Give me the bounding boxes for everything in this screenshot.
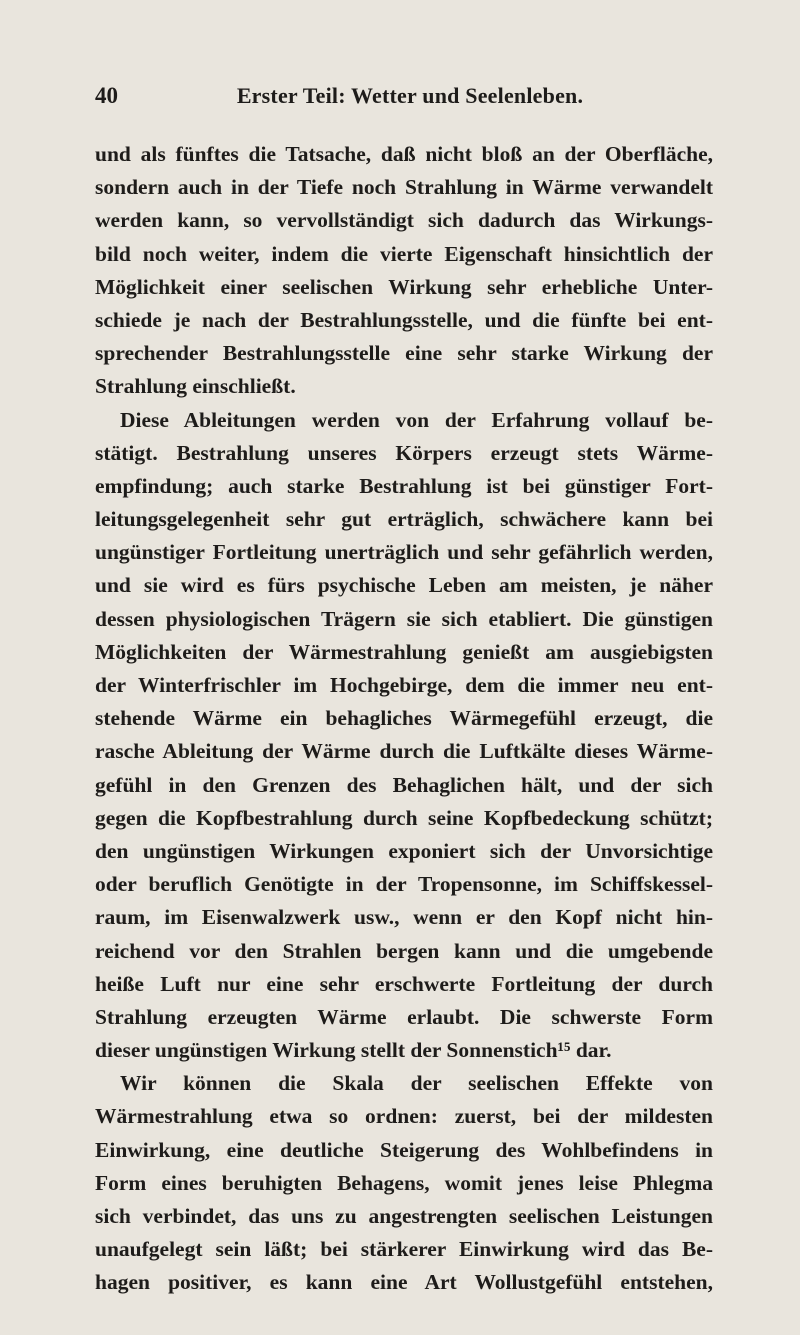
text-line: heiße Luft nur eine sehr erschwerte Fortleitung der durch [95,971,713,996]
text-line: rasche Ableitung der Wärme durch die Luftkälte dieses Wärme- [95,739,713,764]
text-line: gefühl in den Grenzen des Behaglichen hält, und der sich [95,772,713,797]
text-line: Einwirkung, eine deutliche Steigerung des Wohlbefindens in [95,1137,713,1162]
text-line: gegen die Kopfbestrahlung durch seine Kopfbedeckung schützt; [95,805,713,830]
page-number: 40 [95,83,118,108]
text-line: und sie wird es fürs psychische Leben am meisten, je näher [95,573,713,598]
body-text [95,138,713,1300]
text-line: dessen physiologischen Trägern sie sich etabliert. Die günstigen [95,606,713,631]
text-line: unaufgelegt sein läßt; bei stärkerer Einwirkung wird das Be- [95,1237,713,1262]
text-line: ungünstiger Fortleitung unerträglich und sehr gefährlich werden, [95,540,713,565]
page-header [95,83,725,119]
text-line: leitungsgelegenheit sehr gut erträglich, schwächere kann bei [95,507,713,532]
text-line: reichend vor den Strahlen bergen kann und die umgebende [95,938,713,963]
text-line: empfindung; auch starke Bestrahlung ist bei günstiger Fort- [95,473,713,498]
text-line: der Winterfrischler im Hochgebirge, dem die immer neu ent- [95,673,713,697]
text-line: werden kann, so vervollständigt sich dadurch das Wirkungs- [95,208,713,233]
text-line: und als fünftes die Tatsache, daß nicht bloß an der Oberfläche, [95,142,713,166]
text-line: Möglichkeit einer seelischen Wirkung sehr erhebliche Unter- [95,274,713,299]
text-line: Form eines beruhigten Behagens, womit jenes leise Phlegma [95,1170,713,1195]
text-line: Strahlung einschließt. [95,374,296,399]
text-line: sondern auch in der Tiefe noch Strahlung in Wärme verwandelt [95,175,713,200]
text-line: sprechender Bestrahlungsstelle eine sehr starke Wirkung der [95,341,713,366]
text-line: den ungünstigen Wirkungen exponiert sich der Unvorsichtige [95,838,713,863]
text-line: Strahlung erzeugten Wärme erlaubt. Die schwerste Form [95,1004,713,1029]
text-line: Wärmestrahlung etwa so ordnen: zuerst, bei der mildesten [95,1104,713,1129]
text-line: bild noch weiter, indem die vierte Eigenschaft hinsichtlich der [95,241,713,266]
text-line: sich verbindet, das uns zu angestrengten seelischen Leistungen [95,1204,713,1228]
text-line: dieser ungünstigen Wirkung stellt der Sonnenstich¹⁵ dar. [95,1038,612,1063]
running-head: Erster Teil: Wetter und Seelenleben. [236,83,584,108]
text-line: Diese Ableitungen werden von der Erfahrung vollauf be- [120,407,713,432]
text-line: raum, im Eisenwalzwerk usw., wenn er den Kopf nicht hin- [95,905,713,930]
text-line: oder beruflich Genötigte in der Tropensonne, im Schiffskessel- [95,872,713,897]
text-line: stätigt. Bestrahlung unseres Körpers erzeugt stets Wärme- [95,440,713,465]
text-line: Wir können die Skala der seelischen Effekte von [120,1071,713,1096]
text-line: hagen positiver, es kann eine Art Wollustgefühl entstehen, [95,1270,713,1295]
text-line: stehende Wärme ein behagliches Wärmegefühl erzeugt, die [95,706,713,731]
text-line: schiede je nach der Bestrahlungsstelle, und die fünfte bei ent- [95,307,713,332]
text-line: Möglichkeiten der Wärmestrahlung genießt am ausgiebigsten [95,639,713,664]
